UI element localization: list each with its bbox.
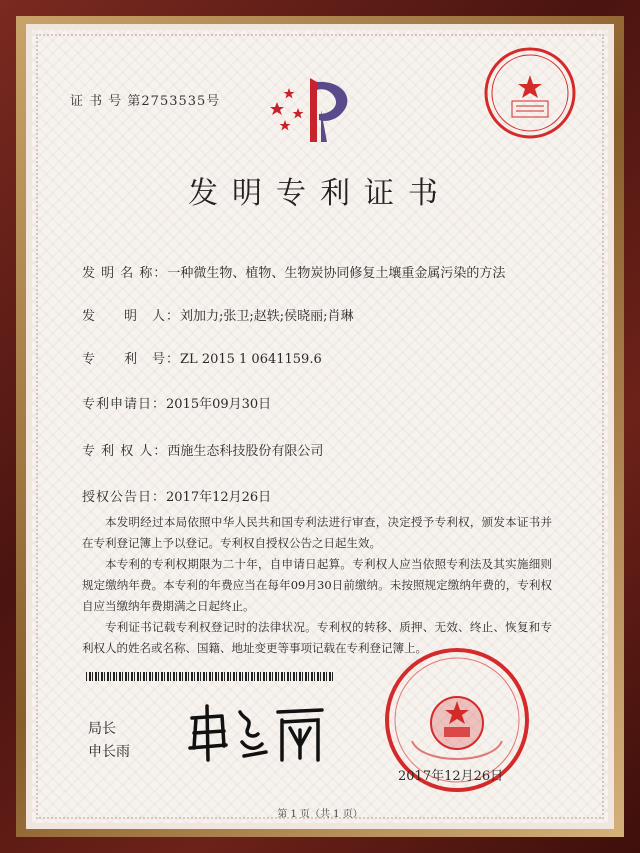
patentee-label: 专 利 权 人：	[82, 444, 168, 459]
inventor-label: 发 明 人：	[82, 309, 181, 324]
patentee-row	[82, 440, 323, 459]
invention-name-row	[82, 262, 505, 281]
grant-date-row	[82, 486, 271, 505]
invention-name-label: 发 明 名 称：	[82, 266, 168, 281]
body-paragraph: 本发明经过本局依照中华人民共和国专利法进行审查，决定授予专利权，颁发本证书并在专利登记簿上予以登记。专利权自授权公告之日起生效。	[82, 515, 552, 550]
filing-date-row	[82, 393, 271, 412]
certificate-number: 证 书 号 第2753535号	[70, 94, 221, 109]
director-name: 申长雨	[88, 744, 130, 760]
inventor-value: 刘加力;张卫;赵轶;侯晓丽;肖琳	[180, 309, 354, 324]
page-number: 第 1 页（共 1 页）	[277, 809, 363, 820]
filing-date-label: 专利申请日：	[82, 397, 167, 412]
invention-name-value: 一种微生物、植物、生物炭协同修复土壤重金属污染的方法	[167, 266, 506, 281]
patent-number-value: ZL 2015 1 0641159.6	[180, 352, 322, 367]
patent-number-label: 专 利 号：	[82, 352, 181, 367]
cnipa-logo-icon	[265, 70, 365, 150]
issue-date: 2017年12月26日	[398, 769, 504, 784]
filing-date-value: 2015年09月30日	[166, 397, 272, 412]
grant-date-value: 2017年12月26日	[166, 490, 272, 505]
certificate-title: 发明专利证书	[188, 176, 452, 211]
grant-date-label: 授权公告日：	[82, 490, 167, 505]
patent-number-row	[82, 348, 322, 367]
barcode	[86, 672, 334, 681]
tax-seal-icon	[482, 45, 578, 141]
director-signature-icon	[182, 698, 332, 768]
body-paragraph: 本专利的专利权期限为二十年，自申请日起算。专利权人应当依照专利法及其实施细则规定缴纳年费。本专利的年费应当在每年09月30日前缴纳。未按照规定缴纳年费的，专利权自应当缴纳年费期满之日起终止。	[82, 557, 552, 613]
patentee-value: 西施生态科技股份有限公司	[167, 444, 324, 459]
body-paragraph: 专利证书记载专利权登记时的法律状况。专利权的转移、质押、无效、终止、恢复和专利权人的姓名或名称、国籍、地址变更等事项记载在专利登记簿上。	[82, 620, 552, 655]
certificate-body	[82, 512, 552, 659]
inventor-row	[82, 305, 354, 324]
director-title: 局长	[88, 721, 116, 737]
